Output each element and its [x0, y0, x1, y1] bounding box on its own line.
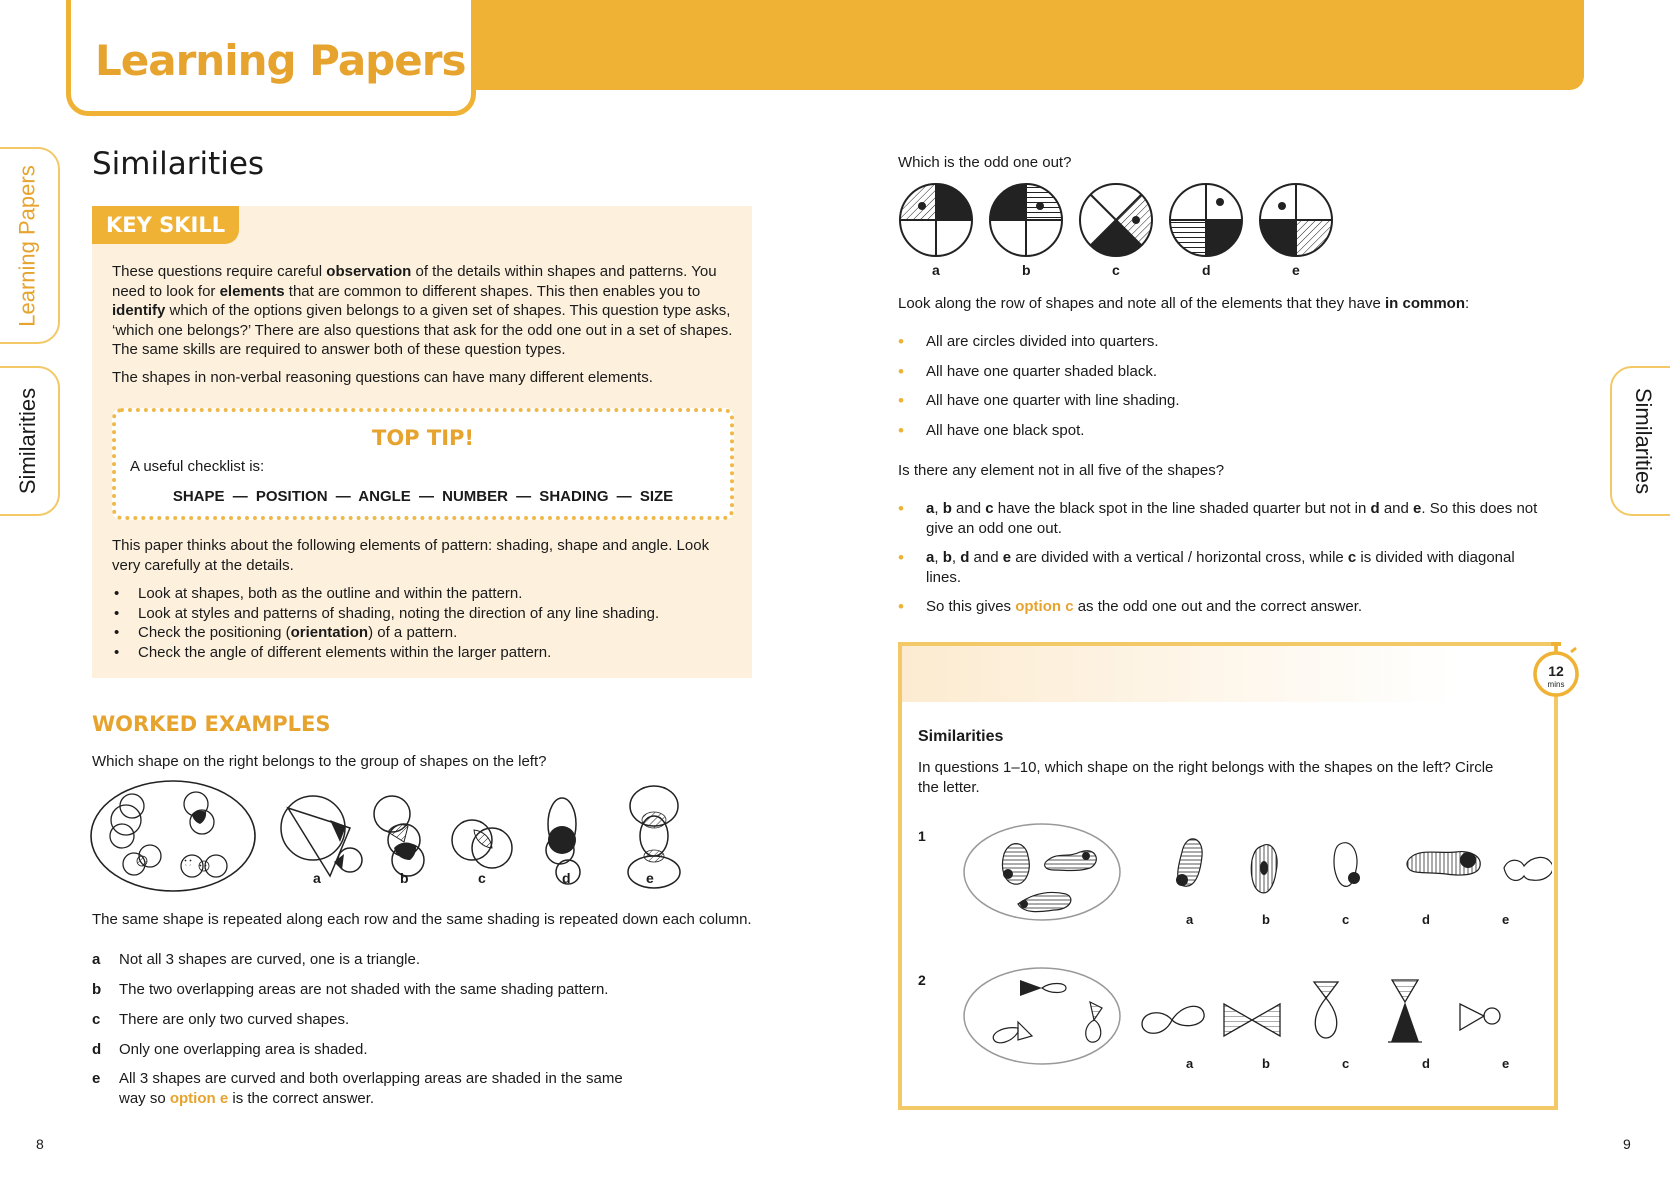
element-question: Is there any element not in all five of the shapes? — [898, 462, 1225, 479]
q1-option-d[interactable] — [1407, 852, 1480, 875]
q1-label-c: c — [1342, 912, 1350, 927]
q2-group-ellipse — [964, 968, 1120, 1064]
answer-letter: b — [92, 981, 102, 998]
answer-letter: a — [92, 951, 101, 968]
text-run: So this gives — [926, 598, 1016, 615]
bold-text: c — [1347, 549, 1357, 566]
q1-group-ellipse — [964, 824, 1120, 920]
page-number-right: 9 — [1623, 1136, 1631, 1152]
odd-option-d[interactable] — [1170, 184, 1242, 256]
list-item: • All have one quarter shaded black. — [898, 362, 1538, 382]
answer-row-b — [92, 980, 692, 1000]
q2-label-b: b — [1262, 1056, 1270, 1071]
odd-one-out-figure — [896, 180, 1336, 280]
practice-box — [898, 642, 1558, 1110]
answer-text — [119, 950, 692, 970]
text-run: of the details within shapes and patterns. You need to look for — [112, 263, 717, 300]
question-number: 2 — [918, 972, 926, 988]
odd-label-d: d — [1202, 262, 1211, 278]
bold-text: identify — [112, 302, 166, 319]
bold-text: observation — [326, 263, 412, 280]
text-run: Check the angle of different elements within the larger pattern. — [138, 643, 552, 661]
worked-example-question: Which shape on the right belongs to the group of shapes on the left? — [92, 753, 547, 770]
top-tip-box — [112, 408, 734, 520]
text-run: All 3 shapes are curved and both overlapping areas are shaded in the same way so — [119, 1070, 623, 1107]
bold-text: orientation — [290, 624, 369, 641]
q2-option-c[interactable] — [1314, 982, 1338, 1038]
option-label-d: d — [562, 870, 571, 886]
odd-label-a: a — [932, 262, 940, 278]
answer-text — [119, 1069, 652, 1108]
top-tip-checklist: SHAPE — POSITION — ANGLE — NUMBER — SHADING — SIZE — [172, 488, 674, 505]
look-along-row-text — [898, 295, 1469, 312]
q2-option-e[interactable] — [1460, 1004, 1500, 1030]
text-run: There are only two curved shapes. — [119, 1011, 350, 1028]
key-skill-paragraph-1 — [112, 262, 734, 360]
q2-option-d[interactable] — [1388, 980, 1422, 1042]
bold-text: e — [1002, 549, 1012, 566]
timer-value: 12 — [1548, 663, 1564, 679]
list-item — [898, 597, 1538, 617]
q1-label-d: d — [1422, 912, 1430, 927]
q1-option-e[interactable] — [1504, 857, 1552, 880]
text-run: These questions require careful — [112, 263, 327, 280]
text-run: which of the options given belongs to a given set of shapes. This question type asks, ‘which one belongs?’ There are also questions that ask for the odd one out in a set of shapes. The same skills are required to answer both of these question types. — [112, 302, 733, 358]
worked-example-rule: The same shape is repeated along each row and the same shading is repeated down each column. — [92, 911, 752, 928]
text-run: Look along the row of shapes and note all of the elements that they have — [898, 295, 1385, 312]
q2-option-b[interactable] — [1224, 1004, 1280, 1036]
q2-label-e: e — [1502, 1056, 1510, 1071]
question-1-figure — [962, 822, 1552, 932]
text-run: Check the positioning ( — [138, 624, 291, 641]
text-run: and — [951, 500, 986, 517]
option-label-e: e — [646, 870, 654, 886]
odd-label-e: e — [1292, 262, 1300, 278]
text-run: Not all 3 shapes are curved, one is a triangle. — [119, 951, 421, 968]
header-bar — [440, 0, 1584, 90]
bold-text: d — [1370, 500, 1380, 517]
answer-row-d — [92, 1040, 692, 1060]
bold-text: in common — [1385, 295, 1466, 312]
list-item — [898, 499, 1538, 538]
question-2-figure — [962, 966, 1552, 1076]
side-tab-similarities-right[interactable] — [1610, 366, 1670, 516]
top-tip-title: TOP TIP! — [372, 426, 474, 450]
text-run: Look at shapes, both as the outline and within the pattern. — [138, 585, 523, 602]
odd-label-c: c — [1112, 262, 1120, 278]
option-shape-b[interactable] — [374, 796, 424, 876]
odd-option-b[interactable] — [990, 184, 1062, 256]
text-run: . So this does not give an odd one out. — [926, 500, 1538, 537]
answer-text — [119, 1010, 692, 1030]
key-skill-box — [92, 206, 752, 678]
side-tab-label: Learning Papers — [15, 164, 41, 327]
answer-row-e — [92, 1069, 652, 1108]
text-run: ) of a pattern. — [368, 624, 458, 641]
practice-title: Similarities — [918, 728, 1004, 745]
list-item — [898, 548, 1538, 587]
list-item: • All have one black spot. — [898, 421, 1538, 441]
page-title: Learning Papers — [95, 36, 466, 85]
q1-label-b: b — [1262, 912, 1270, 927]
practice-instructions: In questions 1–10, which shape on the right belongs with the shapes on the left? Circle the letter. — [918, 759, 1494, 796]
list-item — [112, 643, 734, 663]
option-shape-e[interactable] — [628, 786, 680, 888]
highlight-text: option e — [169, 1089, 229, 1107]
text-run: , — [934, 500, 943, 517]
title-tab — [66, 0, 476, 116]
text-run: , — [951, 549, 961, 566]
odd-label-b: b — [1022, 262, 1031, 278]
side-tab-similarities-left[interactable] — [0, 366, 60, 516]
text-run: is divided with diagonal lines. — [926, 549, 1515, 586]
q1-option-a[interactable] — [1176, 839, 1202, 886]
text-run: Only one overlapping area is shaded. — [119, 1041, 368, 1058]
page-number-left: 8 — [36, 1136, 44, 1152]
list-item — [112, 623, 734, 643]
bold-text: c — [985, 500, 994, 517]
timer-unit: mins — [1547, 680, 1565, 689]
odd-option-e[interactable] — [1260, 184, 1332, 256]
bold-text: b — [942, 549, 952, 566]
bold-text: a — [926, 500, 935, 517]
text-run: : — [1465, 295, 1470, 312]
q1-label-a: a — [1186, 912, 1194, 927]
q2-label-a: a — [1186, 1056, 1194, 1071]
answer-text — [119, 980, 692, 1000]
side-tab-learning-papers[interactable] — [0, 147, 60, 344]
option-label-a: a — [313, 870, 321, 886]
q2-option-a[interactable] — [1142, 1006, 1204, 1033]
list-item — [112, 584, 734, 604]
group-ellipse — [91, 781, 255, 891]
q1-option-b[interactable] — [1251, 845, 1277, 893]
text-run: , — [934, 549, 943, 566]
text-run: and — [1379, 500, 1414, 517]
q1-option-c[interactable] — [1334, 843, 1360, 887]
bold-text: a — [926, 549, 935, 566]
section-title: Similarities — [92, 146, 265, 182]
text-run: are divided with a vertical / horizontal cross, while — [1011, 549, 1348, 566]
odd-option-a[interactable] — [900, 184, 972, 256]
answer-letter: d — [92, 1041, 102, 1058]
highlight-text: option c — [1015, 598, 1074, 615]
q1-label-e: e — [1502, 912, 1510, 927]
text-run: have the black spot in the line shaded quarter but not in — [993, 500, 1371, 517]
key-skill-paragraph-3: This paper thinks about the following elements of pattern: shading, shape and angle. Look very carefully at the details. — [112, 537, 710, 574]
bold-text: e — [1413, 500, 1422, 517]
answer-text — [119, 1040, 692, 1060]
answer-row-c — [92, 1010, 692, 1030]
text-run: Look at styles and patterns of shading, noting the direction of any line shading. — [138, 604, 660, 622]
timer-icon — [1531, 640, 1581, 702]
top-tip-intro: A useful checklist is: — [130, 458, 265, 475]
odd-one-out-question: Which is the odd one out? — [898, 154, 1072, 171]
text-run: as the odd one out and the correct answer. — [1073, 598, 1363, 615]
text-run: and — [969, 549, 1003, 566]
option-label-b: b — [400, 870, 409, 886]
side-tab-label: Similarities — [1631, 387, 1657, 495]
option-shape-a[interactable] — [281, 796, 362, 876]
question-number: 1 — [918, 828, 926, 844]
option-label-c: c — [478, 870, 486, 886]
practice-band — [902, 646, 1554, 702]
answer-letter: e — [92, 1070, 101, 1087]
answer-letter: c — [92, 1011, 101, 1028]
bold-text: b — [942, 500, 952, 517]
analysis-list — [898, 499, 1538, 627]
text-run: that are common to different shapes. This then enables you to — [284, 282, 701, 300]
q2-label-d: d — [1422, 1056, 1430, 1071]
q2-label-c: c — [1342, 1056, 1350, 1071]
worked-examples-heading: WORKED EXAMPLES — [92, 712, 331, 736]
bold-text: elements — [219, 282, 285, 300]
key-skill-bullets — [112, 584, 734, 662]
side-tab-label: Similarities — [15, 387, 41, 495]
worked-example-figure — [88, 778, 708, 894]
list-item: • All are circles divided into quarters. — [898, 332, 1538, 352]
text-run: The two overlapping areas are not shaded with the same shading pattern. — [119, 981, 609, 998]
common-elements-list — [898, 332, 1538, 450]
bold-text: d — [960, 549, 970, 566]
odd-option-c[interactable] — [1080, 184, 1152, 256]
text-run: is the correct answer. — [228, 1089, 375, 1107]
list-item — [112, 604, 734, 624]
list-item: • All have one quarter with line shading. — [898, 391, 1538, 411]
answer-row-a — [92, 950, 692, 970]
key-skill-label: KEY SKILL — [92, 206, 239, 244]
key-skill-paragraph-2: The shapes in non-verbal reasoning questions can have many different elements. — [112, 369, 653, 386]
option-shape-c[interactable] — [452, 820, 512, 868]
